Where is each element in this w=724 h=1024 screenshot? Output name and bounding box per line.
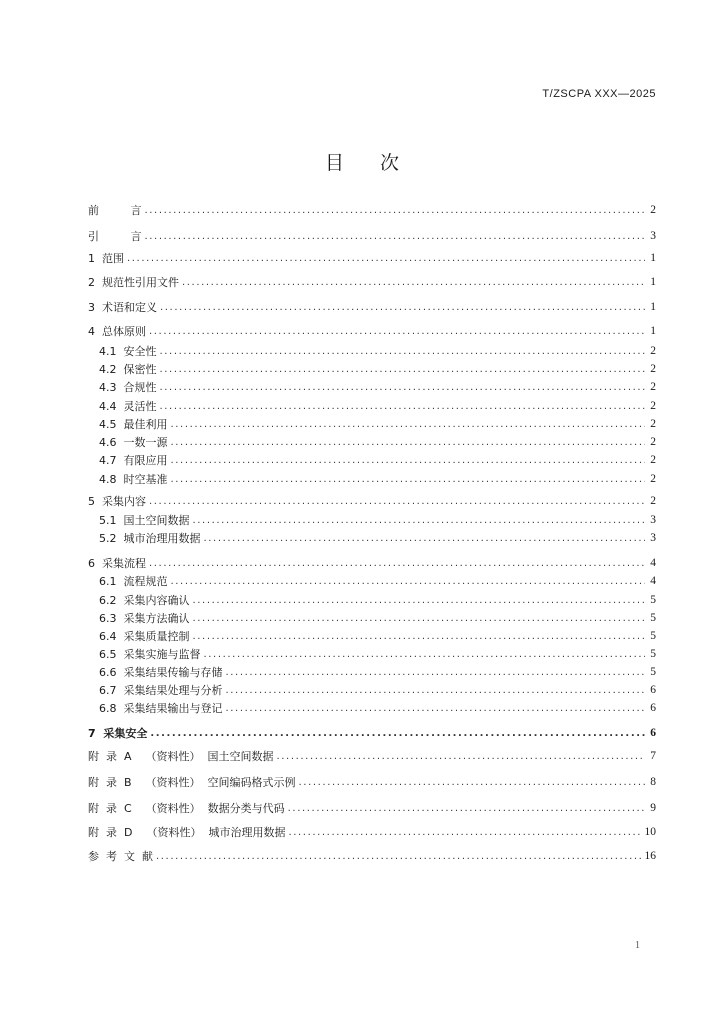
toc-entry-number: 1	[88, 251, 95, 265]
toc-entry-number: 4.2	[99, 362, 117, 376]
toc-entry-label: 城市治理用数据	[116, 532, 201, 545]
toc-entry-page: 5	[650, 648, 656, 660]
toc-entry[interactable]	[88, 725, 656, 741]
toc-leader-dots	[149, 496, 645, 507]
toc-entry-number: 7	[88, 726, 96, 740]
toc-entry[interactable]	[99, 398, 656, 414]
toc-entry-label: 国土空间数据	[116, 514, 190, 527]
document-id: T/ZSCPA XXX—2025	[542, 88, 656, 100]
toc-leader-dots	[171, 455, 646, 466]
toc-entry-label: 采集结果输出与登记	[116, 702, 223, 715]
toc-entry-page: 8	[650, 776, 656, 788]
toc-entry-label: 采集流程	[95, 557, 146, 570]
toc-entry[interactable]	[88, 824, 656, 840]
toc-entry[interactable]	[88, 774, 656, 790]
toc-entry-label: 采集内容	[95, 495, 146, 508]
toc-entry-page: 1	[650, 276, 656, 288]
page-number: 1	[635, 940, 640, 951]
toc-entry-number: 2	[88, 275, 95, 289]
toc-entry-label: 时空基准	[116, 473, 168, 486]
toc-entry-number: 附 录 D	[88, 826, 133, 839]
toc-entry-number: 4	[88, 324, 95, 338]
toc-entry-label: 一数一源	[116, 436, 168, 449]
toc-leader-dots	[193, 595, 646, 606]
toc-leader-dots	[226, 703, 646, 714]
toc-entry-number: 附 录 A	[88, 750, 132, 763]
toc-entry-page: 7	[650, 750, 656, 762]
toc-entry[interactable]	[88, 748, 656, 764]
toc-entry-label: 保密性	[116, 363, 157, 376]
toc-entry[interactable]	[88, 800, 656, 816]
toc-leader-dots	[288, 827, 641, 838]
toc-entry-label: 规范性引用文件	[95, 276, 179, 289]
toc-entry[interactable]	[88, 555, 656, 571]
toc-entry[interactable]	[99, 646, 656, 662]
toc-entry[interactable]	[99, 379, 656, 395]
toc-entry-page: 6	[650, 684, 656, 696]
toc-entry-label: 合规性	[116, 381, 157, 394]
toc-leader-dots	[160, 401, 646, 412]
toc-entry-page: 10	[644, 826, 656, 838]
toc-entry-page: 9	[650, 802, 656, 814]
toc-entry-number: 6.6	[99, 665, 117, 679]
toc-entry-page: 5	[650, 612, 656, 624]
toc-entry[interactable]	[88, 323, 656, 339]
toc-entry-number: 引	[88, 230, 99, 243]
toc-entry-number: 6.3	[99, 611, 117, 625]
toc-entry-number: 4.6	[99, 435, 117, 449]
toc-entry-label: 言	[99, 204, 142, 217]
toc-entry-number: 5.1	[99, 513, 117, 527]
toc-leader-dots	[171, 437, 646, 448]
toc-entry-page: 2	[650, 381, 656, 393]
toc-entry[interactable]	[88, 299, 656, 315]
toc-leader-dots	[171, 419, 646, 430]
toc-entry-page: 2	[650, 495, 656, 507]
toc-leader-dots	[204, 533, 646, 544]
toc-entry-number: 4.4	[99, 399, 117, 413]
toc-entry-page: 2	[650, 345, 656, 357]
toc-leader-dots	[182, 277, 645, 288]
toc-entry[interactable]	[88, 493, 656, 509]
toc-entry-number: 前	[88, 204, 99, 217]
toc-entry[interactable]	[88, 228, 656, 244]
toc-leader-dots	[288, 803, 645, 814]
toc-entry-number: 4.7	[99, 453, 117, 467]
toc-entry-number: 5.2	[99, 531, 117, 545]
toc-entry[interactable]	[99, 452, 656, 468]
toc-entry-page: 2	[650, 418, 656, 430]
toc-entry[interactable]	[88, 274, 656, 290]
toc-entry[interactable]	[88, 250, 656, 266]
toc-entry[interactable]	[99, 592, 656, 608]
toc-entry[interactable]	[88, 202, 656, 218]
toc-leader-dots	[226, 685, 646, 696]
toc-entry-page: 1	[650, 252, 656, 264]
toc-entry[interactable]	[99, 530, 656, 546]
toc-entry[interactable]	[99, 471, 656, 487]
toc-entry-label: 范围	[95, 252, 124, 265]
toc-entry-label: 安全性	[116, 345, 157, 358]
toc-leader-dots	[149, 326, 645, 337]
toc-entry-label: 总体原则	[95, 325, 146, 338]
toc-entry-page: 2	[650, 400, 656, 412]
toc-entry[interactable]	[99, 434, 656, 450]
toc-entry-page: 5	[650, 666, 656, 678]
toc-entry-page: 3	[650, 532, 656, 544]
toc-entry-page: 4	[650, 557, 656, 569]
toc-entry-label: 采集实施与监督	[116, 648, 201, 661]
toc-entry-label: 采集结果传输与存储	[116, 666, 223, 679]
toc-leader-dots	[127, 253, 645, 264]
toc-entry-number: 4.3	[99, 380, 117, 394]
toc-entry-number: 6	[88, 556, 95, 570]
toc-entry[interactable]	[99, 664, 656, 680]
toc-entry-label: 采集质量控制	[116, 630, 190, 643]
toc-entry-page: 3	[650, 514, 656, 526]
toc-leader-dots	[144, 205, 645, 216]
toc-entry-label: （资料性） 空间编码格式示例	[131, 776, 296, 789]
toc-entry-number: 参 考 文 献	[88, 850, 153, 863]
toc-leader-dots	[193, 613, 646, 624]
toc-entry[interactable]	[99, 682, 656, 698]
toc-entry-label: 采集方法确认	[116, 612, 190, 625]
toc-entry-page: 1	[650, 325, 656, 337]
toc-entry-page: 5	[650, 630, 656, 642]
toc-entry-number: 4.1	[99, 344, 117, 358]
toc-entry-number: 附 录 C	[88, 802, 132, 815]
toc-entry[interactable]	[99, 700, 656, 716]
toc-entry-number: 6.2	[99, 593, 117, 607]
toc-entry-label: 有限应用	[116, 454, 168, 467]
toc-entry[interactable]	[99, 512, 656, 528]
toc-entry-number: 6.1	[99, 574, 117, 588]
toc-leader-dots	[193, 515, 646, 526]
toc-leader-dots	[171, 474, 646, 485]
toc-leader-dots	[277, 751, 646, 762]
toc-entry-page: 2	[650, 436, 656, 448]
page-title: 目次	[324, 152, 435, 174]
toc-entry-page: 1	[650, 301, 656, 313]
toc-entry-label: 采集结果处理与分析	[116, 684, 223, 697]
toc-leader-dots	[150, 728, 645, 739]
toc-entry-page: 6	[650, 727, 656, 739]
toc-entry-number: 5	[88, 494, 95, 508]
toc-leader-dots	[160, 382, 646, 393]
toc-entry-number: 4.5	[99, 417, 117, 431]
toc-leader-dots	[299, 777, 645, 788]
toc-entry-label: （资料性） 国土空间数据	[131, 750, 274, 763]
toc-entry-page: 5	[650, 594, 656, 606]
toc-leader-dots	[160, 302, 645, 313]
toc-entry-number: 6.7	[99, 683, 117, 697]
toc-entry-page: 3	[650, 230, 656, 242]
toc-entry-number: 6.8	[99, 701, 117, 715]
toc-entry[interactable]	[99, 610, 656, 626]
toc-leader-dots	[171, 576, 646, 587]
toc-leader-dots	[204, 649, 646, 660]
toc-leader-dots	[144, 231, 645, 242]
toc-entry[interactable]	[99, 573, 656, 589]
toc-entry-page: 6	[650, 702, 656, 714]
toc-entry-page: 2	[650, 363, 656, 375]
toc-entry[interactable]	[99, 628, 656, 644]
toc-entry-number: 6.4	[99, 629, 117, 643]
toc-leader-dots	[160, 346, 646, 357]
toc-leader-dots	[193, 631, 646, 642]
toc-entry[interactable]	[88, 848, 656, 864]
toc-entry-label: 灵活性	[116, 400, 157, 413]
toc-entry-page: 4	[650, 575, 656, 587]
toc-entry[interactable]	[99, 361, 656, 377]
toc-entry-label: （资料性） 数据分类与代码	[131, 802, 285, 815]
toc-entry-page: 2	[650, 473, 656, 485]
toc-entry[interactable]	[99, 416, 656, 432]
toc-entry-number: 3	[88, 300, 95, 314]
toc-entry-page: 2	[650, 204, 656, 216]
toc-entry-page: 16	[644, 850, 656, 862]
toc-leader-dots	[226, 667, 646, 678]
toc-entry-number: 附 录 B	[88, 776, 132, 789]
toc-entry-number: 4.8	[99, 472, 117, 486]
toc-leader-dots	[160, 364, 646, 375]
toc-entry-number: 6.5	[99, 647, 117, 661]
toc-entry-page: 2	[650, 454, 656, 466]
toc-leader-dots	[156, 851, 642, 862]
toc-entry-label: 言	[99, 230, 142, 243]
toc-entry-label: 最佳利用	[116, 418, 168, 431]
toc-entry-label: （资料性） 城市治理用数据	[132, 826, 286, 839]
toc-entry-label: 采集内容确认	[116, 594, 190, 607]
toc-entry-label: 采集安全	[95, 727, 148, 740]
toc-entry-label: 流程规范	[116, 575, 168, 588]
toc-leader-dots	[149, 558, 645, 569]
toc-entry[interactable]	[99, 343, 656, 359]
toc-entry-label: 术语和定义	[95, 301, 157, 314]
